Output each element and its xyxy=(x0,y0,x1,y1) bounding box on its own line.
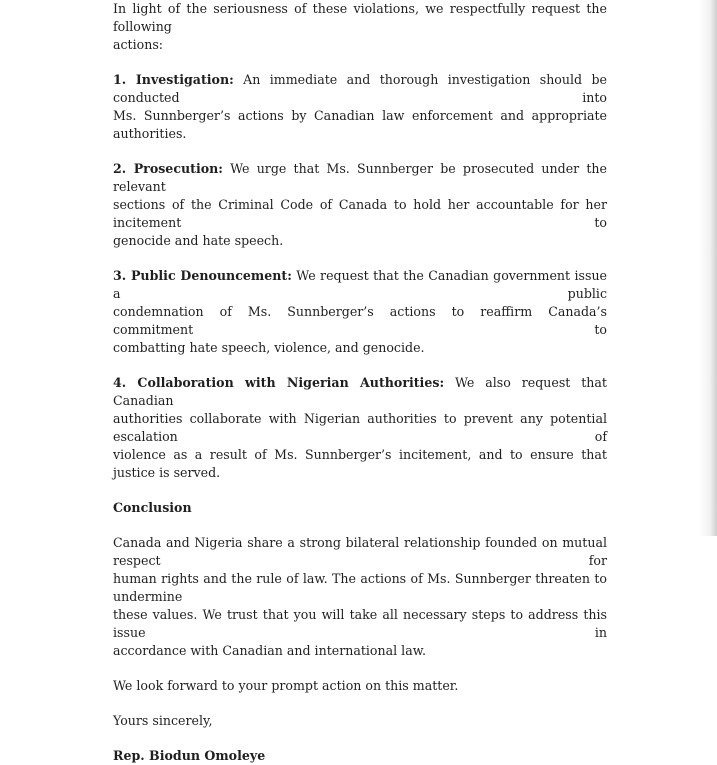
signoff-block xyxy=(113,712,607,730)
action-heading: 3. Public Denouncement: xyxy=(113,268,292,283)
conclusion-line: accordance with Canadian and international law. xyxy=(113,643,426,658)
action-prosecution xyxy=(113,160,607,250)
letter-body xyxy=(113,0,607,765)
action-text: We urge that Ms. Sunnberger be prosecuted under the relevant xyxy=(113,161,607,194)
closing-paragraph xyxy=(113,677,607,695)
signatory-name: Rep. Biodun Omoleye xyxy=(113,748,266,763)
action-collaboration xyxy=(113,374,607,482)
action-heading: 1. Investigation: xyxy=(113,72,234,87)
conclusion-line: human rights and the rule of law. The actions of Ms. Sunnberger threaten to undermine xyxy=(113,571,607,604)
action-text: violence as a result of Ms. Sunnberger’s incitement, and to ensure that justice is served. xyxy=(113,447,607,480)
intro-paragraph xyxy=(113,0,607,54)
action-text: An immediate and thorough investigation should be conducted into xyxy=(113,72,607,105)
conclusion-line: Canada and Nigeria share a strong bilateral relationship founded on mutual respect for xyxy=(113,535,607,568)
action-text: Ms. Sunnberger’s actions by Canadian law enforcement and appropriate authorities. xyxy=(113,108,607,141)
closing-line: We look forward to your prompt action on this matter. xyxy=(113,678,459,693)
action-text: We also request that Canadian xyxy=(113,375,607,408)
action-text: sections of the Criminal Code of Canada to hold her accountable for her incitement to xyxy=(113,197,607,230)
conclusion-paragraph xyxy=(113,534,607,660)
intro-line: In light of the seriousness of these violations, we respectfully request the following xyxy=(113,1,607,34)
action-text: genocide and hate speech. xyxy=(113,233,284,248)
action-text: authorities collaborate with Nigerian authorities to prevent any potential escalation of xyxy=(113,411,607,444)
action-heading: 2. Prosecution: xyxy=(113,161,223,176)
conclusion-heading: Conclusion xyxy=(113,500,192,515)
conclusion-heading-block xyxy=(113,499,607,517)
action-public-denouncement xyxy=(113,267,607,357)
page-edge-shadow xyxy=(699,0,717,536)
action-text: condemnation of Ms. Sunnberger’s actions to reaffirm Canada’s commitment to xyxy=(113,304,607,337)
intro-line: actions: xyxy=(113,37,164,52)
action-heading: 4. Collaboration with Nigerian Authorities: xyxy=(113,375,445,390)
action-investigation xyxy=(113,71,607,143)
signature-block xyxy=(113,747,607,765)
signoff: Yours sincerely, xyxy=(113,713,213,728)
conclusion-line: these values. We trust that you will take all necessary steps to address this issue in xyxy=(113,607,607,640)
action-text: combatting hate speech, violence, and genocide. xyxy=(113,340,425,355)
action-text: We request that the Canadian government issue a public xyxy=(113,268,608,301)
